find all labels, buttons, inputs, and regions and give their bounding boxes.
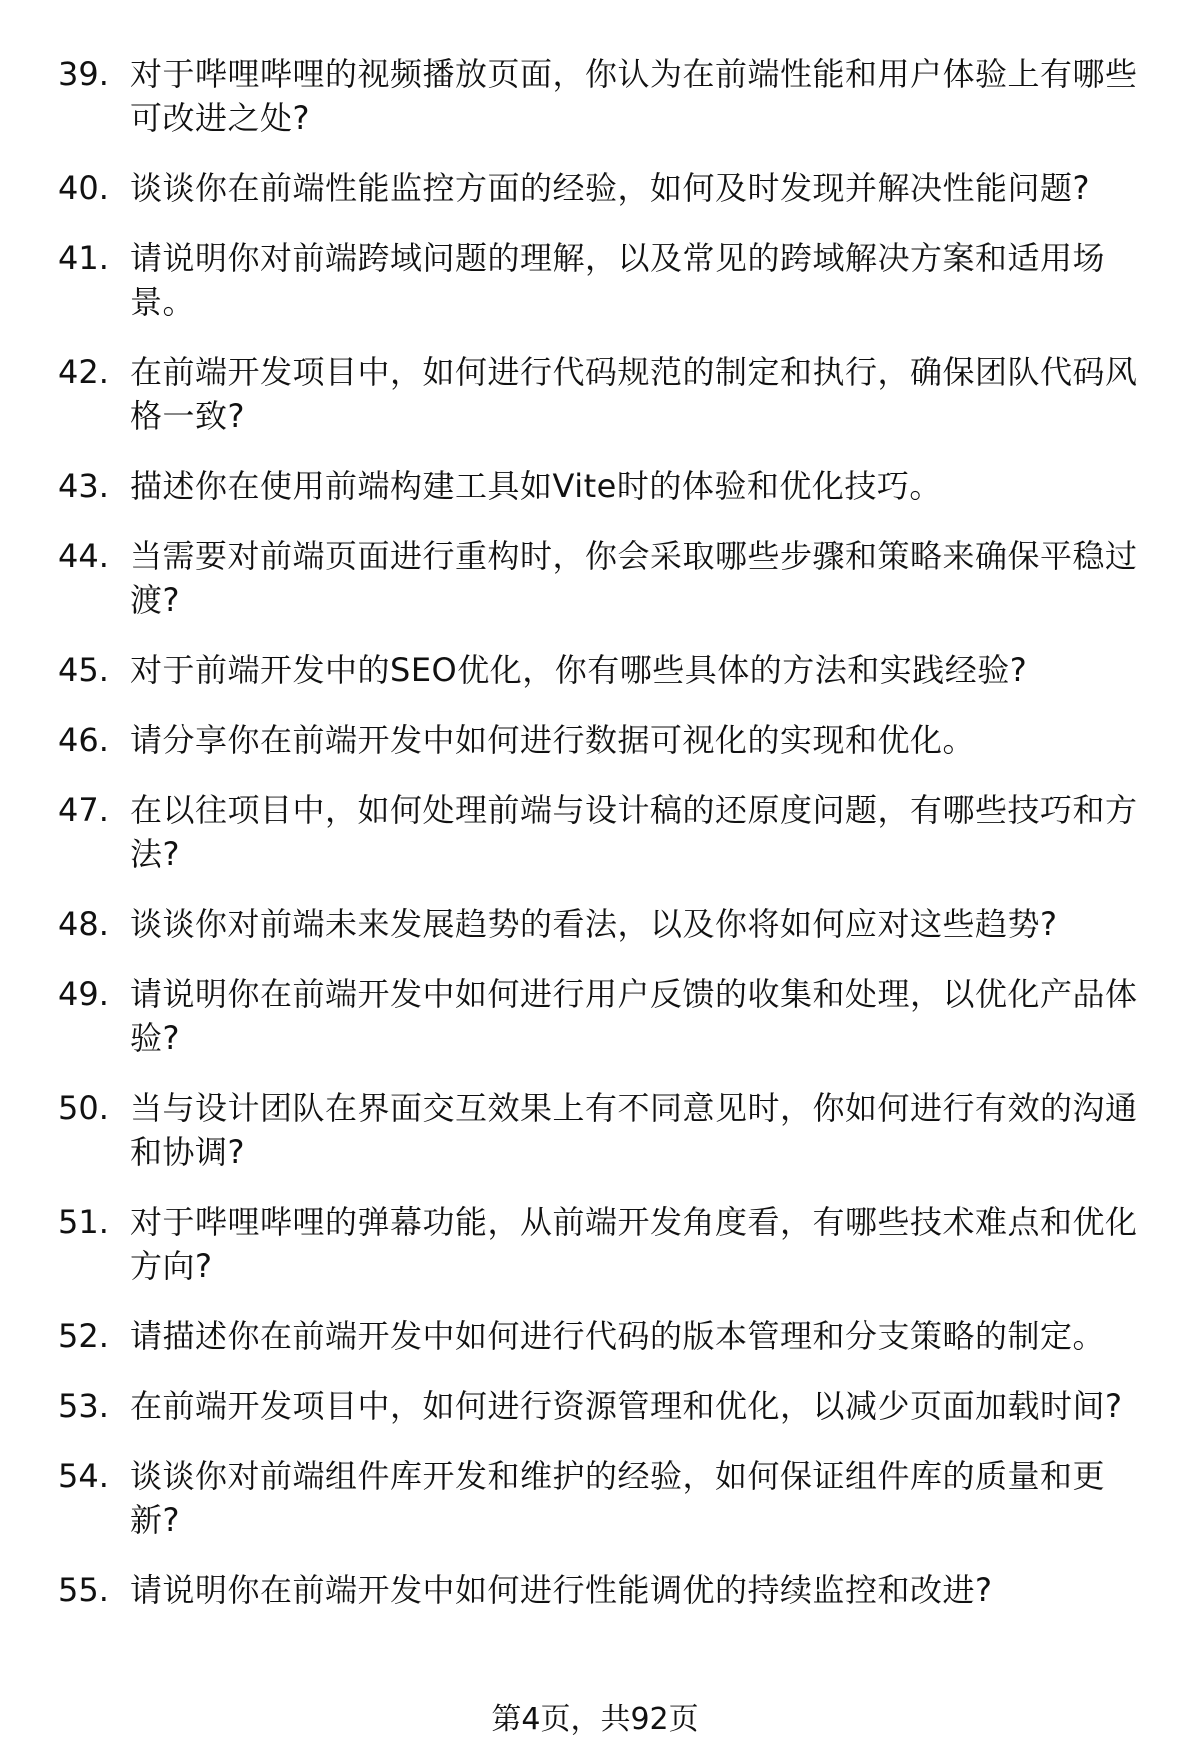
list-item [58,1454,1148,1542]
question-number: 40. [58,169,109,207]
question-number: 51. [58,1203,109,1241]
question-number: 49. [58,975,109,1013]
question-number: 45. [58,651,109,689]
question-list [58,52,1148,1638]
question-number: 48. [58,905,109,943]
question-number: 53. [58,1387,109,1425]
question-number: 54. [58,1457,109,1495]
question-text: 在前端开发项目中，如何进行资源管理和优化，以减少页面加载时间? [130,1387,1123,1425]
question-text: 对于哔哩哔哩的视频播放页面，你认为在前端性能和用户体验上有哪些可改进之处? [130,55,1138,137]
question-text: 谈谈你在前端性能监控方面的经验，如何及时发现并解决性能问题? [130,169,1090,207]
question-text: 在前端开发项目中，如何进行代码规范的制定和执行，确保团队代码风格一致? [130,353,1138,435]
list-item [58,1086,1148,1174]
list-item [58,902,1148,946]
list-item [58,534,1148,622]
question-number: 50. [58,1089,109,1127]
list-item [58,972,1148,1060]
question-text: 请说明你在前端开发中如何进行用户反馈的收集和处理，以优化产品体验? [130,975,1138,1057]
question-number: 44. [58,537,109,575]
question-number: 55. [58,1571,109,1609]
list-item [58,236,1148,324]
list-item [58,166,1148,210]
list-item [58,1200,1148,1288]
list-item [58,1314,1148,1358]
question-text: 谈谈你对前端组件库开发和维护的经验，如何保证组件库的质量和更新? [130,1457,1106,1539]
question-text: 对于哔哩哔哩的弹幕功能，从前端开发角度看，有哪些技术难点和优化方向? [130,1203,1138,1285]
list-item [58,464,1148,508]
question-number: 52. [58,1317,109,1355]
question-number: 47. [58,791,109,829]
list-item [58,1568,1148,1612]
question-text: 当与设计团队在界面交互效果上有不同意见时，你如何进行有效的沟通和协调? [130,1089,1138,1171]
question-text: 请说明你对前端跨域问题的理解，以及常见的跨域解决方案和适用场景。 [130,239,1106,321]
question-text: 请描述你在前端开发中如何进行代码的版本管理和分支策略的制定。 [130,1317,1106,1355]
question-number: 39. [58,55,109,93]
page-number-footer: 第4页，共92页 [491,1702,699,1737]
question-text: 在以往项目中，如何处理前端与设计稿的还原度问题，有哪些技巧和方法? [130,791,1138,873]
question-text: 当需要对前端页面进行重构时，你会采取哪些步骤和策略来确保平稳过渡? [130,537,1138,619]
list-item [58,52,1148,140]
list-item [58,1384,1148,1428]
question-number: 46. [58,721,109,759]
question-text: 对于前端开发中的SEO优化，你有哪些具体的方法和实践经验? [130,651,1028,689]
question-number: 43. [58,467,109,505]
question-text: 描述你在使用前端构建工具如Vite时的体验和优化技巧。 [130,467,942,505]
list-item [58,350,1148,438]
question-number: 42. [58,353,109,391]
list-item [58,718,1148,762]
list-item [58,648,1148,692]
question-text: 谈谈你对前端未来发展趋势的看法，以及你将如何应对这些趋势? [130,905,1058,943]
question-text: 请说明你在前端开发中如何进行性能调优的持续监控和改进? [130,1571,993,1609]
question-number: 41. [58,239,109,277]
list-item [58,788,1148,876]
question-text: 请分享你在前端开发中如何进行数据可视化的实现和优化。 [130,721,976,759]
